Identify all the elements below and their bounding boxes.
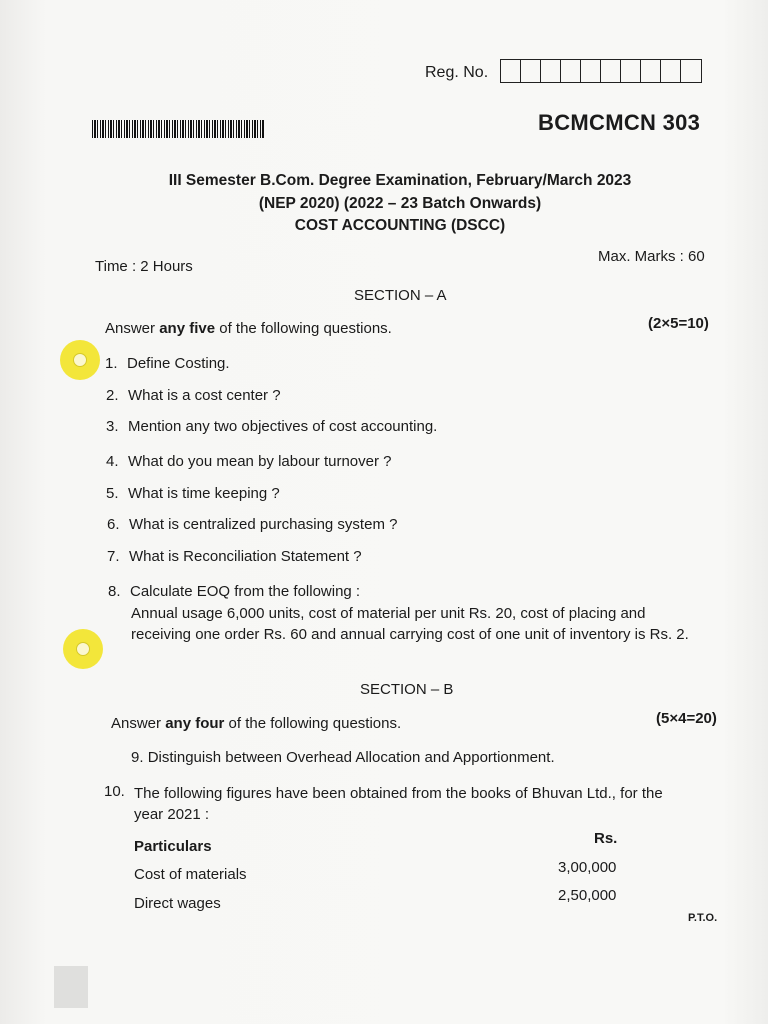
question-5: 5. What is time keeping ? <box>106 485 280 502</box>
pto-label: P.T.O. <box>688 912 718 924</box>
table-row-item: Cost of materials <box>134 866 247 883</box>
reg-no-boxes <box>500 59 702 83</box>
section-a-instruction: Answer any five of the following questions. <box>105 320 392 337</box>
section-b-instruction: Answer any four of the following questions. <box>111 715 402 732</box>
section-a-marks: (2×5=10) <box>648 315 709 332</box>
table-header-rs: Rs. <box>594 830 618 847</box>
table-row-amount: 2,50,000 <box>558 887 617 904</box>
question-6: 6. What is centralized purchasing system ? <box>107 516 398 533</box>
question-10: 10. The following figures have been obtained from the books of Bhuvan Ltd., for the year 2021 : <box>104 783 663 823</box>
table-row-amount: 3,00,000 <box>558 859 617 876</box>
table-header-particulars: Particulars <box>134 838 212 855</box>
highlight-marker-icon <box>60 340 100 380</box>
question-4: 4. What do you mean by labour turnover ? <box>106 453 392 470</box>
question-2: 2. What is a cost center ? <box>106 387 281 404</box>
section-b-marks: (5×4=20) <box>656 710 717 727</box>
reg-no-label: Reg. No. <box>425 64 489 81</box>
subject-title: COST ACCOUNTING (DSCC) <box>294 217 506 234</box>
question-7: 7. What is Reconciliation Statement ? <box>107 548 362 565</box>
question-3: 3. Mention any two objectives of cost accounting. <box>106 418 438 435</box>
scan-smudge <box>54 966 88 1008</box>
section-b-heading: SECTION – B <box>360 681 454 698</box>
time-allowed: Time : 2 Hours <box>95 258 193 275</box>
exam-scheme: (NEP 2020) (2022 – 23 Batch Onwards) <box>258 195 542 212</box>
question-1: 1. Define Costing. <box>105 355 230 372</box>
question-8-detail: Annual usage 6,000 units, cost of material per unit Rs. 20, cost of placing and receiving one order Rs. 60 and annual carrying cost of one unit of inventory is Rs. 2. <box>131 605 689 643</box>
section-a-heading: SECTION – A <box>354 287 447 304</box>
course-code: BCMCMCN 303 <box>538 110 701 135</box>
table-row-item: Direct wages <box>134 895 221 912</box>
exam-title: III Semester B.Com. Degree Examination, February/March 2023 <box>168 172 632 189</box>
highlight-marker-icon <box>63 629 103 669</box>
barcode <box>92 120 264 138</box>
question-9: 9. Distinguish between Overhead Allocation and Apportionment. <box>131 749 555 766</box>
question-8: 8. Calculate EOQ from the following : <box>108 583 361 600</box>
max-marks: Max. Marks : 60 <box>598 248 705 265</box>
